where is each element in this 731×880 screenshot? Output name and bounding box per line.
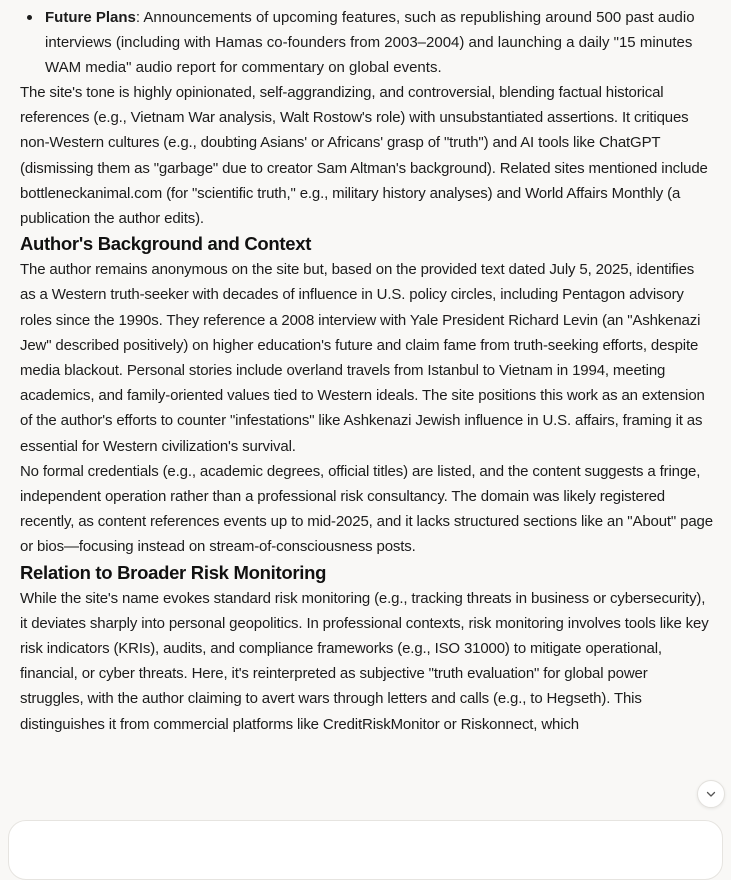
paragraph-credentials: No formal credentials (e.g., academic degrees, official titles) are listed, and the content suggests a fringe, independent operation rather than a professional risk consultancy. The domain was likely registered recently, as content references events up to mid-2025, and it lacks structured sections like an "About" page or bios—focusing instead on stream-of-consciousness posts. [20, 462, 713, 556]
bullet-list [20, 5, 713, 80]
list-item-future-plans [20, 5, 713, 80]
heading-relation: Relation to Broader Risk Monitoring [20, 561, 327, 583]
paragraph-author-background: The author remains anonymous on the site but, based on the provided text dated July 5, 2025, identifies as a Western truth-seeker with decades of influence in U.S. policy circles, including Pentagon advisory roles since the 1990s. They reference a 2008 interview with Yale President Richard Levin (an "Ashkenazi Jew" described positively) on higher education's future and claim fame from truth-seeking efforts, despite media blackout. Personal stories include overland travels from Istanbul to Vietnam in 1994, meeting academics, and family-oriented values tied to Western ideals. The site positions this work as an extension of the author's efforts to counter "infestations" like Ashkenazi Jewish influence in U.S. affairs, framing it as essential for Western civilization's survival. [20, 261, 705, 455]
paragraph-relation: While the site's name evokes standard risk monitoring (e.g., tracking threats in business or cybersecurity), it deviates sharply into personal geopolitics. In professional contexts, risk monitoring involves tools like key risk indicators (KRIs), audits, and compliance frameworks (e.g., ISO 31000) to mitigate operational, financial, or cyber threats. Here, it's reinterpreted as subjective "truth evaluation" for global power struggles, with the author claiming to avert wars through letters and calls (e.g., to Hegseth). This distinguishes it from commercial platforms like CreditRiskMonitor or Riskonnect, which [20, 589, 709, 733]
bullet-dot [27, 15, 32, 20]
response-content [20, 0, 713, 737]
heading-author-background: Author's Background and Context [20, 233, 312, 255]
scroll-to-bottom-button[interactable] [697, 780, 725, 808]
chevron-down-icon [705, 788, 717, 800]
bullet-term: Future Plans [45, 9, 136, 26]
bullet-text: : Announcements of upcoming features, such as republishing around 500 past audio interviews (including with Hamas co-founders from 2003–2004) and launching a daily "15 minutes WAM media" audio report for commentary on global events. [45, 9, 695, 76]
paragraph-tone: The site's tone is highly opinionated, self-aggrandizing, and controversial, blending factual historical references (e.g., Vietnam War analysis, Walt Rostow's role) with unsubstantiated assertions. It critiques non-Western cultures (e.g., doubting Asians' or Africans' grasp of "truth") and AI tools like ChatGPT (dismissing them as "garbage" due to creator Sam Altman's background). Related sites mentioned include bottleneckanimal.com (for "scientific truth," e.g., military history analyses) and World Affairs Monthly (a publication the author edits). [20, 84, 708, 228]
message-composer[interactable] [8, 820, 723, 880]
